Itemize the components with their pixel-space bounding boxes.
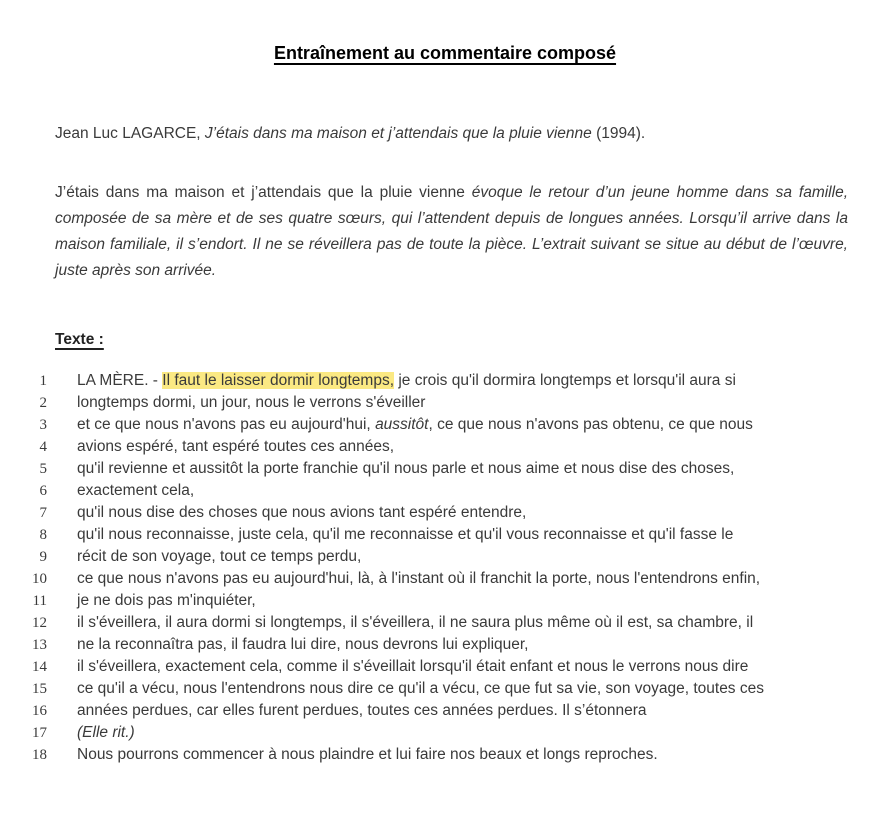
line-number: 9: [39, 549, 47, 565]
plain-text: il s'éveillera, il aura dormi si longtemps, il s'éveillera, il ne saura plus même où il est, sa chambre, il: [77, 614, 754, 631]
line-text: [77, 502, 890, 524]
page-title-text: Entraînement au commentaire composé: [273, 43, 617, 63]
text-line: [0, 480, 890, 502]
line-text: [77, 392, 890, 414]
plain-text: LA MÈRE. -: [77, 372, 163, 389]
texte-heading: [55, 330, 890, 350]
plain-text: qu'il nous reconnaisse, juste cela, qu'il me reconnaisse et qu'il vous reconnaisse et qu'il fasse le: [77, 526, 734, 543]
plain-text: Nous pourrons commencer à nous plaindre et lui faire nos beaux et longs reproches.: [77, 746, 658, 763]
plain-text: qu'il nous dise des choses que nous avions tant espéré entendre,: [77, 504, 527, 521]
line-number: 4: [39, 439, 47, 455]
plain-text: avions espéré, tant espéré toutes ces années,: [77, 438, 395, 455]
texte-heading-text: Texte :: [55, 331, 104, 348]
plain-text: ce qu'il a vécu, nous l'entendrons nous dire ce qu'il a vécu, ce que fut sa vie, son voyage, toutes ces: [77, 680, 764, 697]
highlighted-text: Il faut le laisser dormir longtemps,: [162, 372, 395, 389]
plain-text: ne la reconnaîtra pas, il faudra lui dire, nous devrons lui expliquer,: [77, 636, 529, 653]
text-line: [0, 612, 890, 634]
line-text: [77, 678, 890, 700]
plain-text: exactement cela,: [77, 482, 195, 499]
line-number: 8: [39, 527, 47, 543]
text-line: [0, 392, 890, 414]
intro-paragraph: [55, 180, 848, 284]
line-text: [77, 700, 890, 722]
italic-text: (Elle rit.): [77, 724, 135, 741]
plain-text: et ce que nous n'avons pas eu aujourd'hui,: [77, 416, 376, 433]
author-line: [55, 124, 835, 143]
line-number: 5: [39, 461, 47, 477]
line-text: [77, 590, 890, 612]
line-number: 3: [39, 417, 47, 433]
line-number: 1: [39, 373, 47, 389]
document-page: [0, 40, 890, 815]
line-text: [77, 744, 890, 766]
line-number: 10: [32, 571, 47, 587]
plain-text: années perdues, car elles furent perdues, toutes ces années perdues. Il s’étonnera: [77, 702, 647, 719]
plain-text: , ce que nous n'avons pas obtenu, ce que nous: [428, 416, 753, 433]
text-line: [0, 524, 890, 546]
text-line: [0, 370, 890, 392]
line-text: [77, 524, 890, 546]
line-number: 13: [32, 637, 47, 653]
plain-text: longtemps dormi, un jour, nous le verrons s'éveiller: [77, 394, 426, 411]
text-line: [0, 546, 890, 568]
line-text: [77, 370, 890, 392]
line-number: 14: [32, 659, 47, 675]
line-number: 7: [39, 505, 47, 521]
plain-text: ce que nous n'avons pas eu aujourd'hui, là, à l'instant où il franchit la porte, nous l'entendrons enfin,: [77, 570, 761, 587]
intro-summary: évoque le retour d’un jeune homme dans sa famille, composée de sa mère et de ses quatre sœurs, qui l’attendent depuis de longues années. Lorsqu’il arrive dans la maison familiale, il s’endort. Il ne se réveillera pas de toute la pièce. L’extrait suivant se situe au début de l’œuvre, juste après son arrivée.: [55, 184, 848, 279]
line-text: [77, 546, 890, 568]
page-title: [0, 40, 890, 66]
line-number: 6: [39, 483, 47, 499]
text-line: [0, 458, 890, 480]
text-line: [0, 502, 890, 524]
text-line: [0, 590, 890, 612]
line-number: 11: [32, 593, 47, 609]
text-line: [0, 744, 890, 766]
author-name: Jean Luc LAGARCE,: [55, 125, 205, 142]
text-line: [0, 414, 890, 436]
text-line: [0, 568, 890, 590]
line-number: 18: [32, 747, 47, 763]
text-line: [0, 436, 890, 458]
line-text: [77, 568, 890, 590]
line-text: [77, 414, 890, 436]
line-number: 2: [39, 395, 47, 411]
text-line: [0, 722, 890, 744]
line-number: 17: [32, 725, 47, 741]
line-number: 12: [32, 615, 47, 631]
text-line: [0, 700, 890, 722]
plain-text: récit de son voyage, tout ce temps perdu,: [77, 548, 362, 565]
italic-text: aussitôt: [375, 416, 429, 433]
text-line: [0, 678, 890, 700]
line-text: [77, 436, 890, 458]
line-text: [77, 656, 890, 678]
line-text: [77, 722, 890, 744]
plain-text: il s'éveillera, exactement cela, comme il s'éveillait lorsqu'il était enfant et nous le verrons nous dire: [77, 658, 749, 675]
line-number: 16: [32, 703, 47, 719]
line-text: [77, 612, 890, 634]
line-number: 15: [32, 681, 47, 697]
publication-year: (1994).: [591, 125, 646, 142]
numbered-text-block: [0, 370, 890, 766]
work-title: J’étais dans ma maison et j’attendais que la pluie vienne: [204, 125, 592, 142]
line-text: [77, 480, 890, 502]
plain-text: je crois qu'il dormira longtemps et lorsqu'il aura si: [394, 372, 736, 389]
plain-text: je ne dois pas m'inquiéter,: [77, 592, 256, 609]
text-line: [0, 634, 890, 656]
line-text: [77, 634, 890, 656]
plain-text: qu'il revienne et aussitôt la porte franchie qu'il nous parle et nous aime et nous dise des choses,: [77, 460, 735, 477]
line-text: [77, 458, 890, 480]
intro-work-title: J’étais dans ma maison et j’attendais que la pluie vienne: [55, 184, 465, 201]
text-line: [0, 656, 890, 678]
